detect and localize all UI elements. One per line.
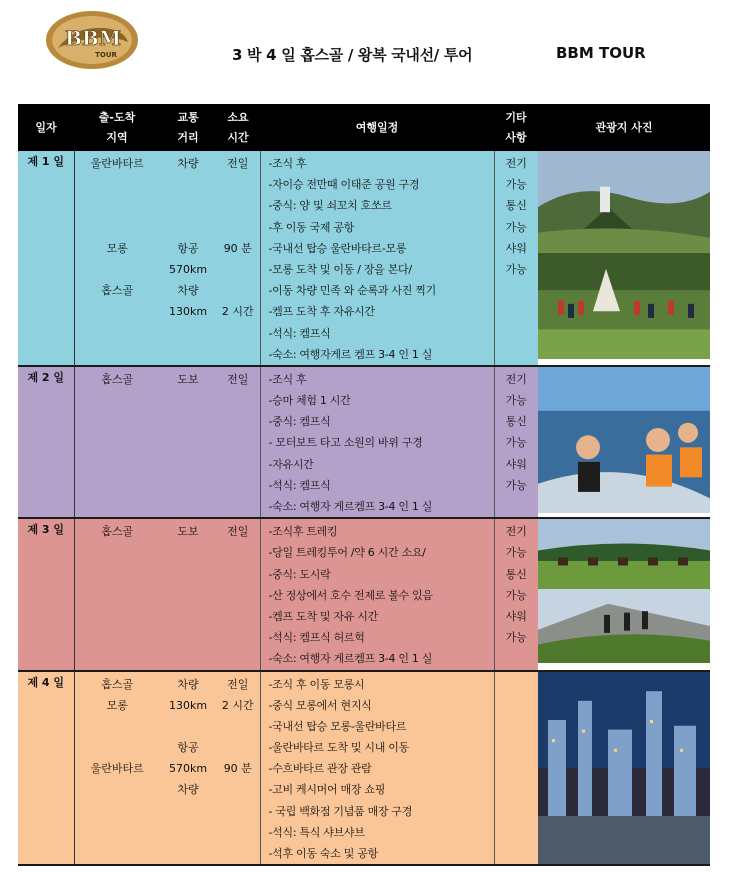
note-line: 가능 bbox=[505, 546, 527, 560]
note-line: 가능 bbox=[505, 436, 527, 450]
schedule-item: -켐프 도착 후 자유시간 bbox=[268, 305, 375, 319]
note-line: 샤워 bbox=[505, 241, 527, 255]
duration-line bbox=[216, 217, 260, 238]
photos-cell bbox=[538, 366, 710, 518]
region-line bbox=[75, 195, 161, 216]
duration-line bbox=[216, 280, 260, 301]
transport-line: 도보 bbox=[177, 372, 199, 386]
schedule-item: -숙소: 여행자게르 켐프 3-4 인 1 실 bbox=[268, 347, 433, 361]
schedule-item: - 모터보트 타고 소원의 바위 구경 bbox=[268, 436, 423, 450]
region-line bbox=[75, 174, 161, 195]
transport-line bbox=[160, 174, 216, 195]
duration-line: 90 분 bbox=[223, 241, 252, 255]
transport-line: 차량 bbox=[177, 157, 199, 170]
zaisan-memorial-hill-photo bbox=[538, 151, 710, 253]
itinerary-day-row bbox=[18, 366, 710, 518]
note-line: 가능 bbox=[505, 394, 527, 408]
schedule-item: -켐프 도착 및 자유 시간 bbox=[268, 609, 378, 623]
transport-line: 항공 bbox=[177, 741, 199, 755]
schedule-item: -조식 후 이동 모롱시 bbox=[268, 677, 365, 691]
photos-cell bbox=[538, 518, 710, 670]
schedule-cell bbox=[260, 366, 494, 518]
transport-line: 차량 bbox=[177, 284, 199, 298]
group-at-reindeer-camp-photo bbox=[538, 253, 710, 359]
schedule-item: -후 이동 국제 공항 bbox=[268, 220, 355, 234]
time-cell bbox=[216, 518, 260, 670]
region-line bbox=[75, 737, 161, 758]
brand-name: BBM TOUR bbox=[556, 44, 646, 62]
photos-cell bbox=[538, 671, 710, 866]
region-cell bbox=[74, 671, 160, 866]
etc-cell bbox=[494, 671, 538, 866]
schedule-cell bbox=[260, 518, 494, 670]
duration-line bbox=[216, 195, 260, 216]
schedule-cell bbox=[260, 151, 494, 366]
schedule-item: -석식: 켐프식 bbox=[268, 326, 331, 340]
region-cell bbox=[74, 366, 160, 518]
schedule-item: -석후 이동 숙소 및 공항 bbox=[268, 847, 378, 860]
ulaanbaatar-city-night-photo bbox=[538, 672, 710, 864]
duration-line bbox=[216, 716, 260, 737]
etc-cell bbox=[494, 366, 538, 518]
itinerary-table bbox=[18, 104, 710, 866]
schedule-item: -중식: 양 및 쇠꼬치 호쏘르 bbox=[268, 199, 392, 213]
duration-line: 전일 bbox=[227, 372, 249, 386]
schedule-item: -석식: 켐프식 bbox=[268, 478, 331, 492]
transport-line: 도보 bbox=[177, 525, 199, 539]
transport-cell bbox=[160, 671, 216, 866]
schedule-item: -수흐바타르 관장 관람 bbox=[268, 762, 372, 776]
schedule-item: -중식 모롱에서 현지식 bbox=[268, 698, 372, 712]
region-cell bbox=[74, 151, 160, 366]
note-line: 통신 bbox=[505, 415, 527, 429]
col-header-transport: 교통 거리 bbox=[160, 104, 216, 151]
schedule-item: -중식: 도시락 bbox=[268, 567, 331, 581]
bbm-tour-logo bbox=[44, 8, 140, 72]
region-line: 모롱 bbox=[106, 241, 128, 255]
time-cell bbox=[216, 366, 260, 518]
horse-riding-meadow-photo bbox=[538, 519, 710, 589]
col-header-photos: 관광지 사진 bbox=[538, 104, 710, 151]
duration-line bbox=[216, 259, 260, 280]
note-line: 가능 bbox=[505, 178, 527, 192]
schedule-item: -중식: 켐프식 bbox=[268, 415, 331, 429]
note-line: 가능 bbox=[505, 588, 527, 602]
schedule-item: -당일 트레킹투어 /약 6 시간 소요/ bbox=[268, 546, 426, 560]
note-line: 전기 bbox=[505, 157, 527, 170]
motor-boat-on-lake-photo bbox=[538, 367, 710, 513]
note-line: 샤워 bbox=[505, 609, 527, 623]
svg-text:TOUR: TOUR bbox=[95, 51, 117, 59]
schedule-item: -석식: 특식 샤브샤브 bbox=[268, 825, 365, 839]
schedule-item: -석식: 켐프식 허르헉 bbox=[268, 631, 365, 645]
day-label: 제 1 일 bbox=[18, 151, 74, 366]
time-cell bbox=[216, 151, 260, 366]
note-line: 가능 bbox=[505, 631, 527, 645]
region-line bbox=[75, 217, 161, 238]
schedule-item: -자유시간 bbox=[268, 457, 314, 471]
transport-line: 570km bbox=[168, 762, 208, 776]
schedule-item: -국내선 탑승 울란바타르-모롱 bbox=[268, 241, 407, 255]
day-label: 제 3 일 bbox=[18, 518, 74, 670]
day-label: 제 2 일 bbox=[18, 366, 74, 518]
note-line: 가능 bbox=[505, 220, 527, 234]
region-line: 모롱 bbox=[106, 698, 128, 712]
schedule-item: -국내선 탑승 모롱-울란바타르 bbox=[268, 719, 407, 733]
schedule-item: -조식 후 bbox=[268, 157, 307, 170]
transport-line bbox=[160, 217, 216, 238]
schedule-item: -조식후 트레킹 bbox=[268, 525, 338, 539]
schedule-item: -고비 케시머어 매장 쇼핑 bbox=[268, 783, 386, 797]
note-line: 가능 bbox=[505, 478, 527, 492]
hikers-on-hillside-photo bbox=[538, 589, 710, 663]
table-header-row bbox=[18, 104, 710, 151]
schedule-item: -울란바타르 도착 및 시내 이동 bbox=[268, 741, 409, 755]
note-line: 전기 bbox=[505, 525, 527, 539]
transport-line: 차량 bbox=[177, 677, 199, 691]
photos-cell bbox=[538, 151, 710, 366]
duration-line: 2 시간 bbox=[221, 698, 254, 712]
transport-cell bbox=[160, 366, 216, 518]
region-line: 홉스골 bbox=[101, 677, 134, 691]
document-title: 3 박 4 일 홉스골 / 왕복 국내선/ 투어 bbox=[232, 46, 473, 64]
region-line: 홉스골 bbox=[101, 284, 134, 298]
itinerary-day-row bbox=[18, 671, 710, 866]
col-header-day: 일자 bbox=[18, 104, 74, 151]
schedule-item: -산 정상에서 호수 전제로 볼수 있음 bbox=[268, 588, 433, 602]
transport-cell bbox=[160, 151, 216, 366]
schedule-cell bbox=[260, 671, 494, 866]
transport-cell bbox=[160, 518, 216, 670]
note-line: 샤워 bbox=[505, 457, 527, 471]
region-line bbox=[75, 259, 161, 280]
duration-line: 전일 bbox=[227, 525, 249, 539]
transport-line: 130km bbox=[168, 698, 208, 712]
schedule-item: -숙소: 여행자 게르켐프 3-4 인 1 실 bbox=[268, 500, 433, 513]
schedule-item: -모롱 도착 및 이동 / 장을 본다/ bbox=[268, 262, 412, 276]
duration-line: 전일 bbox=[227, 157, 249, 170]
note-line: 통신 bbox=[505, 567, 527, 581]
svg-text:BBM: BBM bbox=[65, 26, 121, 50]
region-line: 울란바타르 bbox=[90, 762, 144, 776]
duration-line: 전일 bbox=[227, 677, 249, 691]
duration-line: 2 시간 bbox=[221, 305, 254, 319]
region-line: 홉스골 bbox=[101, 525, 134, 539]
transport-line: 차량 bbox=[177, 783, 199, 797]
duration-line: 90 분 bbox=[223, 762, 252, 776]
region-line bbox=[75, 716, 161, 737]
transport-line: 항공 bbox=[177, 241, 199, 255]
duration-line bbox=[216, 174, 260, 195]
schedule-item: -조식 후 bbox=[268, 372, 307, 386]
itinerary-day-row bbox=[18, 518, 710, 670]
col-header-time: 소요 시간 bbox=[216, 104, 260, 151]
etc-cell bbox=[494, 151, 538, 366]
schedule-item: -승마 체험 1 시간 bbox=[268, 394, 351, 408]
itinerary-day-row bbox=[18, 151, 710, 366]
note-line: 전기 bbox=[505, 372, 527, 386]
col-header-region: 출-도착 지역 bbox=[74, 104, 160, 151]
transport-line: 570km bbox=[168, 262, 208, 276]
transport-line bbox=[160, 716, 216, 737]
transport-line: 130km bbox=[168, 305, 208, 319]
note-line: 가능 bbox=[505, 262, 527, 276]
duration-line bbox=[216, 737, 260, 758]
schedule-item: - 국립 백화점 기념품 매장 구경 bbox=[268, 804, 413, 818]
schedule-item: -자이승 전만때 이태준 공원 구경 bbox=[268, 178, 420, 192]
note-line: 통신 bbox=[505, 199, 527, 213]
col-header-etc: 기타 사항 bbox=[494, 104, 538, 151]
col-header-schedule: 여행일정 bbox=[260, 104, 494, 151]
transport-line bbox=[160, 195, 216, 216]
schedule-item: -이동 차량 민족 와 순록과 사진 찍기 bbox=[268, 284, 436, 298]
region-cell bbox=[74, 518, 160, 670]
schedule-item: -숙소: 여행자 게르켐프 3-4 인 1 실 bbox=[268, 652, 433, 666]
time-cell bbox=[216, 671, 260, 866]
region-line: 울란바타르 bbox=[90, 157, 144, 170]
region-line: 홉스골 bbox=[101, 372, 134, 386]
day-label: 제 4 일 bbox=[18, 671, 74, 866]
etc-cell bbox=[494, 518, 538, 670]
